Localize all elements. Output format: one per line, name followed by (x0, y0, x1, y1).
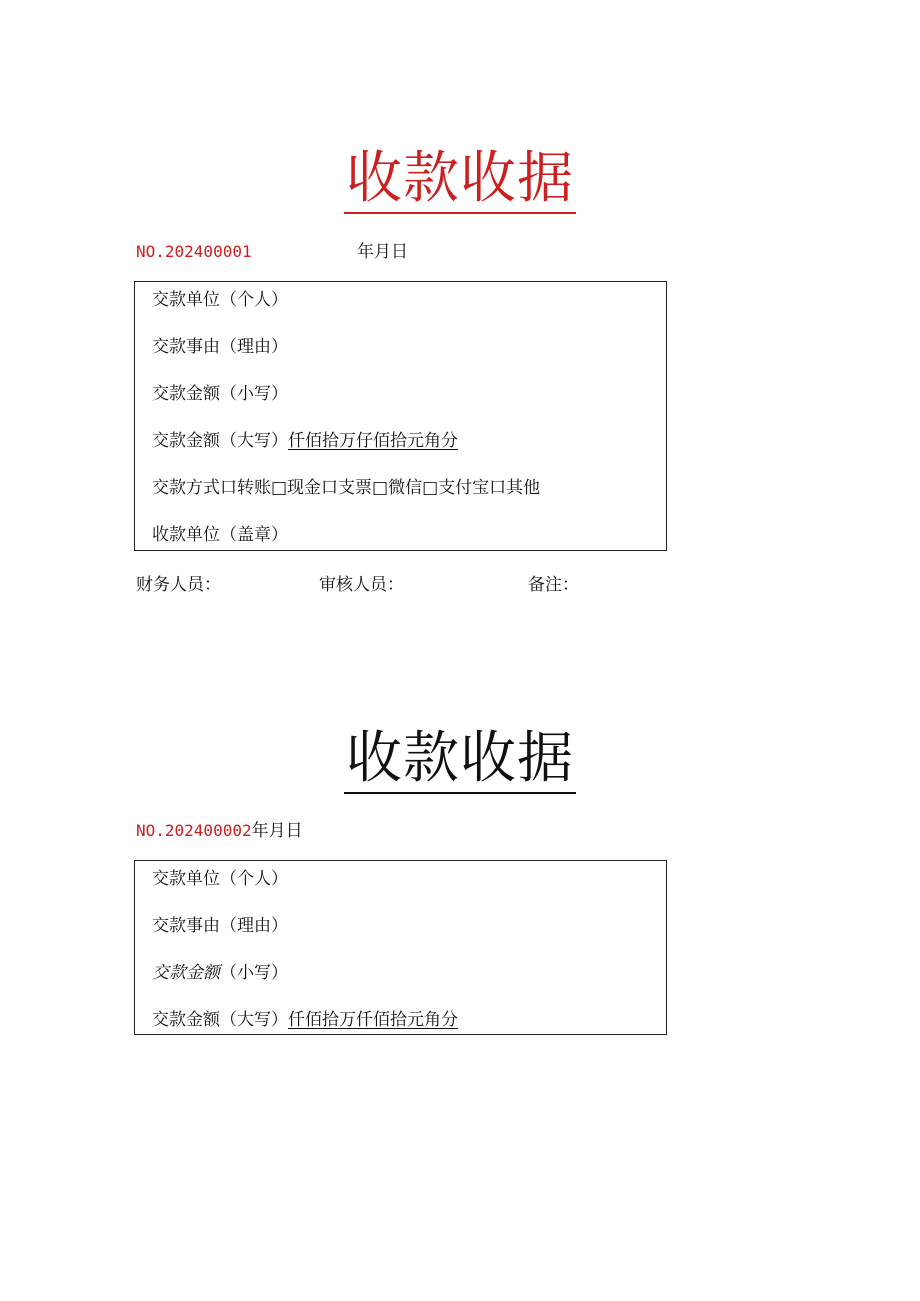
receipt2-amount-small-suffix: （小写） (220, 963, 288, 983)
receipt1-amount-big-label: 交款金额（大写） (152, 431, 288, 451)
receipt1-amount-big-value: 仟佰拾万仔佰拾元角分 (288, 431, 458, 451)
receipt1-number: NO.202400001 (136, 242, 252, 261)
receipt2-date: 年月日 (251, 821, 303, 841)
receipt1-remark: 备注： (528, 575, 579, 595)
receipt1-auditor: 审核人员： (319, 575, 404, 595)
receipt2-amount-small-label: 交款金额 (152, 963, 220, 983)
receipt2-amount-big-label: 交款金额（大写） (152, 1010, 288, 1030)
receipt2-amount-small-row (152, 962, 288, 984)
receipt1-title (0, 148, 920, 214)
receipt1-form (134, 281, 667, 551)
receipt2-header-line (136, 821, 303, 841)
receipt2-number: NO.202400002 (136, 821, 252, 840)
receipt2-amount-big-value: 仟佰拾万仟佰拾元角分 (288, 1010, 458, 1030)
receipt2-reason-label: 交款事由（理由） (152, 916, 288, 936)
receipt1-title-text: 收款收据 (344, 148, 576, 214)
receipt2-title-text: 收款收据 (344, 728, 576, 794)
receipt2-title (0, 728, 920, 794)
receipt1-payment-method: 交款方式口转账□现金口支票□微信□支付宝口其他 (152, 478, 541, 498)
receipt1-payer-label: 交款单位（个人） (152, 290, 288, 310)
receipt1-amount-big-row (152, 430, 458, 452)
receipt2-form (134, 860, 667, 1035)
receipt1-date: 年月日 (357, 242, 408, 262)
receipt2-amount-big-row (152, 1009, 458, 1031)
receipt1-receiver-label: 收款单位（盖章） (152, 525, 288, 545)
receipt2-payer-label: 交款单位（个人） (152, 869, 288, 889)
receipt1-reason-label: 交款事由（理由） (152, 337, 288, 357)
receipt1-finance-staff: 财务人员： (136, 575, 221, 595)
receipt1-amount-small-label: 交款金额（小写） (152, 384, 288, 404)
